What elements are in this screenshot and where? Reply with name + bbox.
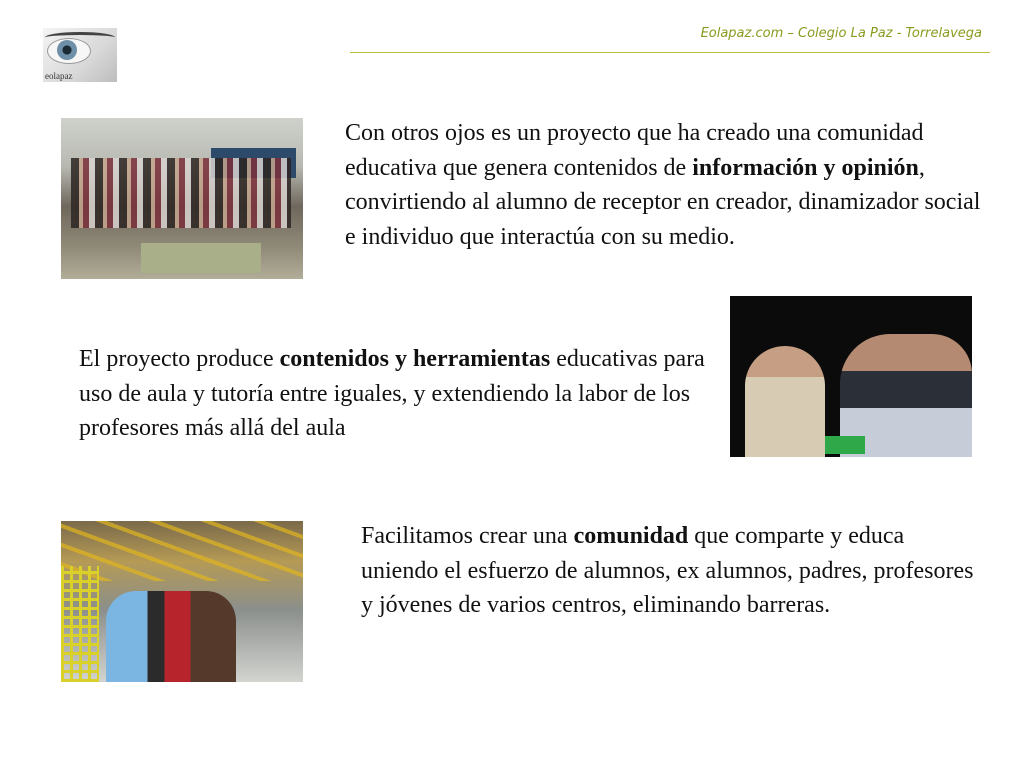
tools-text-start: El proyecto produce [79, 346, 280, 372]
tools-text-end: educativas para uso de aula y tutoría entre iguales, y extendiendo la labor de los profesores más allá del aula [79, 346, 705, 441]
community-paragraph [361, 519, 981, 623]
photo-young-people [106, 591, 236, 682]
iris-icon [57, 40, 77, 60]
conversation-photo [730, 296, 972, 457]
photo-yellow-cage [61, 566, 99, 682]
photo-desk [141, 243, 261, 273]
intro-paragraph [345, 116, 985, 254]
intro-highlight: información y opinión [692, 154, 919, 181]
factory-visit-photo [61, 521, 303, 682]
logo-text: eolapaz [45, 71, 73, 81]
photo-woman [745, 346, 825, 457]
community-highlight: comunidad [573, 523, 689, 549]
intro-text-start: Con otros ojos es un proyecto que ha creado una comunidad educativa que genera contenidos de [345, 120, 924, 181]
community-text-end: que comparte y educa uniendo el esfuerzo de alumnos, ex alumnos, padres, profesores y jóvenes de varios centros, eliminando barreras. [361, 523, 974, 618]
intro-text-end: , convirtiendo al alumno de receptor en creador, dinamizador social e individuo que interactúa con su medio. [345, 154, 981, 250]
header-divider [350, 52, 990, 53]
eolapaz-logo [43, 28, 117, 82]
photo-students-group [71, 158, 291, 228]
classroom-group-photo [61, 118, 303, 279]
photo-green-object [825, 436, 865, 454]
tools-highlight: contenidos y herramientas [279, 346, 551, 372]
community-text-start: Facilitamos crear una [361, 523, 574, 549]
header-title: Eolapaz.com – Colegio La Paz - Torrelavega [700, 26, 982, 41]
tools-paragraph [79, 342, 719, 446]
